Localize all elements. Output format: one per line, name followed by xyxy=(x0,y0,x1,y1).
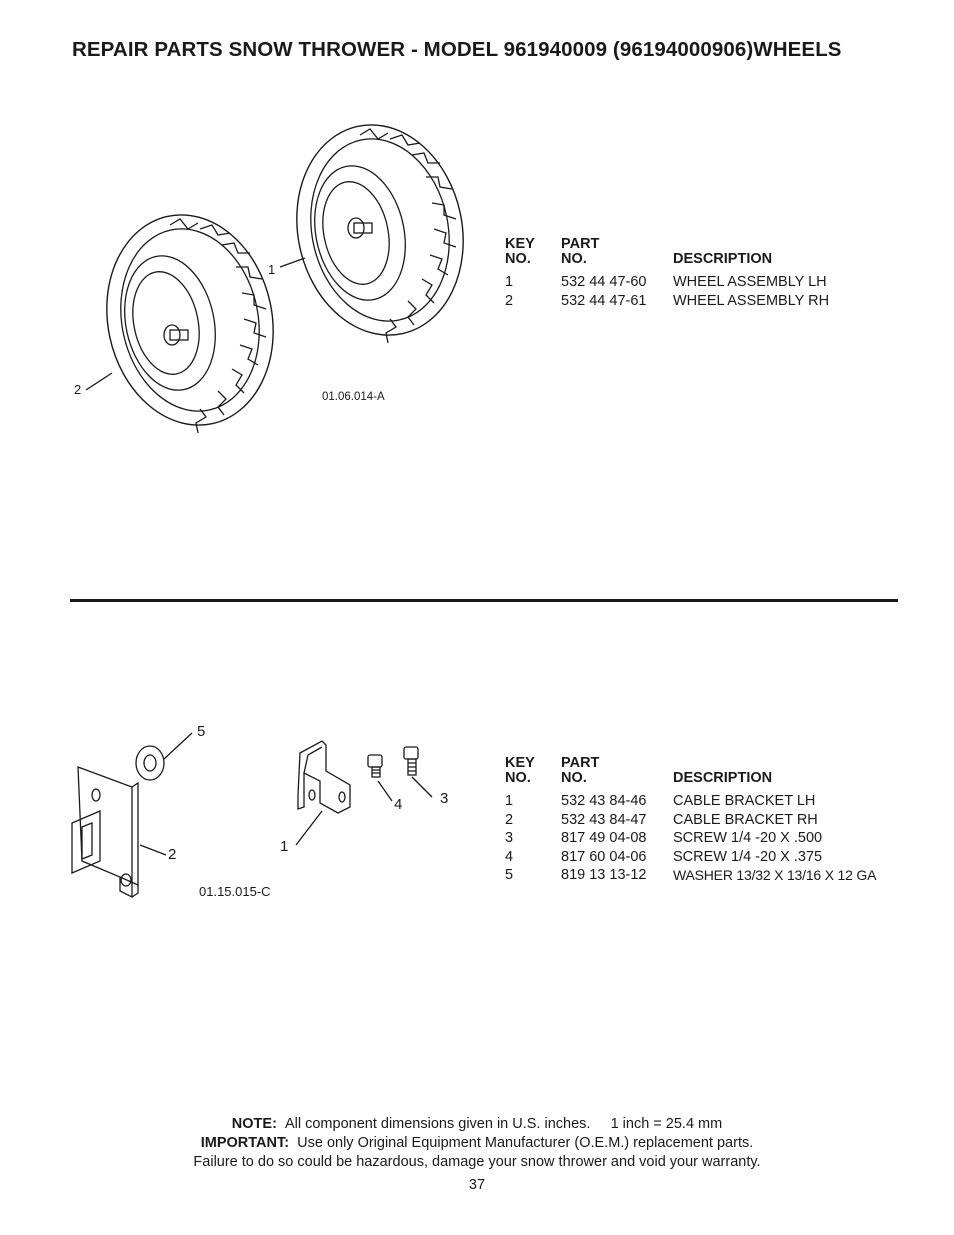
key-header: KEY NO. xyxy=(505,236,535,267)
description-header: DESCRIPTION xyxy=(673,770,773,786)
warning-line: Failure to do so could be hazardous, damage your snow thrower and void your warranty. xyxy=(193,1154,761,1170)
page-title: REPAIR PARTS SNOW THROWER - MODEL 961940009 (96194000906)WHEELS xyxy=(72,38,842,61)
screw-long-drawing xyxy=(404,747,418,775)
table-row: 1 532 44 47-60 WHEEL ASSEMBLY LH xyxy=(505,274,827,290)
wheels-parts-table xyxy=(505,237,829,310)
callout-2: 2 xyxy=(168,846,177,863)
callout-2: 2 xyxy=(74,382,82,397)
brackets-diagram xyxy=(60,715,470,910)
key-header: KEY NO. xyxy=(505,755,535,786)
cable-bracket-lh-drawing xyxy=(298,741,350,813)
table-row: 2 532 43 84-47 CABLE BRACKET RH xyxy=(505,811,818,828)
table-row: 1 532 43 84-46 CABLE BRACKET LH xyxy=(505,793,816,809)
screw-short-drawing xyxy=(368,755,382,777)
description-header: DESCRIPTION xyxy=(673,251,773,267)
wheel-rh-drawing xyxy=(88,199,292,440)
table-row: 4 817 60 04-06 SCREW 1/4 -20 X .375 xyxy=(505,848,823,865)
section-divider xyxy=(70,599,898,602)
part-header: PART NO. xyxy=(561,236,600,267)
brackets-parts-table xyxy=(505,756,876,885)
table-row: 3 817 49 04-08 SCREW 1/4 -20 X .500 xyxy=(505,830,823,846)
wheel-lh-drawing xyxy=(278,115,480,351)
callout-5: 5 xyxy=(197,723,206,740)
table-row: 5 819 13 13-12 WASHER 13/32 X 13/16 X 12 GA xyxy=(505,867,877,883)
cable-bracket-rh-drawing xyxy=(72,767,138,897)
callout-4: 4 xyxy=(394,796,403,813)
wheels-figure-code: 01.06.014-A xyxy=(322,391,385,403)
wheels-diagram xyxy=(60,115,480,445)
note-line: NOTE: All component dimensions given in U.S. inches. 1 inch = 25.4 mm xyxy=(231,1116,723,1132)
callout-1: 1 xyxy=(280,838,289,855)
page-number: 37 xyxy=(468,1177,486,1193)
table-row: 2 532 44 47-61 WHEEL ASSEMBLY RH xyxy=(505,292,830,309)
callout-1: 1 xyxy=(268,262,276,277)
washer-drawing xyxy=(136,746,164,780)
footer-notes xyxy=(0,1115,954,1172)
brackets-figure-code: 01.15.015-C xyxy=(199,884,271,899)
callout-3: 3 xyxy=(440,790,449,807)
important-line: IMPORTANT: Use only Original Equipment Manufacturer (O.E.M.) replacement parts. xyxy=(200,1135,754,1151)
part-header: PART NO. xyxy=(561,755,600,786)
